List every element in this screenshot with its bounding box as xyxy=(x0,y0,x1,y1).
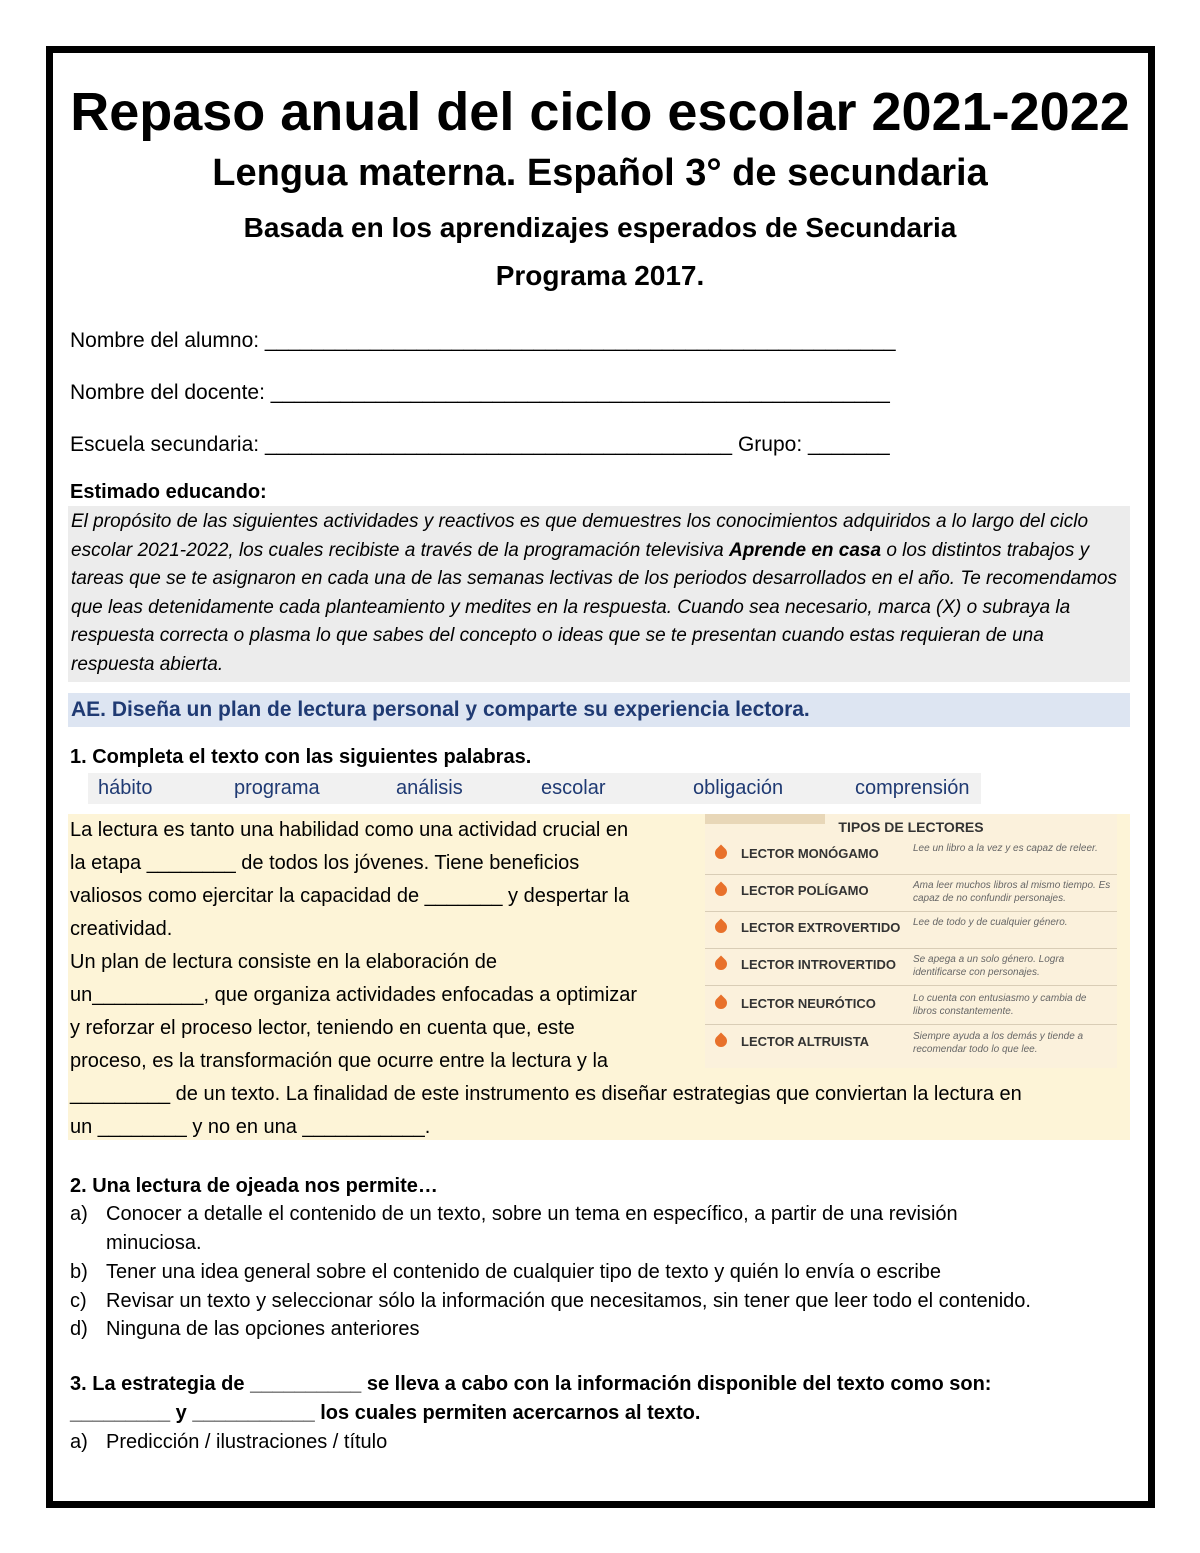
purpose-text-a: El propósito de las siguientes actividades y reactivos es que demuestres los conocimientos adquiridos a lo largo del ciclo escolar 2021-2022, los cuales recibiste a través de la programación televisiva xyxy=(71,511,1089,561)
question-3-option-a[interactable] xyxy=(70,1428,1130,1457)
drop-icon xyxy=(713,882,730,899)
fill-in-line: la etapa ________ de todos los jóvenes. Tiene beneficios xyxy=(70,852,580,874)
reader-type-row xyxy=(705,949,1117,986)
drop-icon xyxy=(713,845,730,862)
word-bank-item: hábito xyxy=(98,777,153,799)
infographic-title: TIPOS DE LECTORES xyxy=(838,819,984,835)
fill-in-line: proceso, es la transformación que ocurre entre la lectura y la xyxy=(70,1050,609,1072)
reader-type-name: LECTOR ALTRUISTA xyxy=(741,1034,870,1049)
question-3-prompt-cont: _________ y ___________ los cuales permiten acercarnos al texto. xyxy=(70,1402,701,1424)
option-label: a) xyxy=(70,1203,88,1225)
reader-type-row xyxy=(705,912,1117,949)
reader-type-row xyxy=(705,1026,1117,1062)
reader-type-desc: Siempre ayuda a los demás y tiende a recomendar todo lo que lee. xyxy=(913,1031,1084,1055)
option-label: a) xyxy=(70,1431,88,1453)
question-2-option-d[interactable] xyxy=(70,1315,1130,1344)
greeting: Estimado educando: xyxy=(70,481,267,503)
word-bank xyxy=(88,773,981,804)
reader-type-desc: Ama leer muchos libros al mismo tiempo. Es capaz de no confundir personajes. xyxy=(913,880,1111,904)
page-subtitle: Lengua materna. Español 3° de secundaria xyxy=(212,152,988,194)
reader-types-infographic xyxy=(705,814,1117,1068)
student-name-field[interactable]: Nombre del alumno: ______________________________________________________ xyxy=(70,329,896,352)
option-text-cont: minuciosa. xyxy=(106,1232,202,1254)
reader-type-desc: Lee de todo y de cualquier género. xyxy=(913,917,1068,928)
fill-in-line: valiosos como ejercitar la capacidad de _______ y despertar la xyxy=(70,885,630,907)
purpose-paragraph xyxy=(68,506,1130,682)
reader-type-row xyxy=(705,838,1117,875)
option-label: d) xyxy=(70,1318,88,1340)
question-2-prompt: 2. Una lectura de ojeada nos permite… xyxy=(70,1175,438,1197)
question-1-prompt: 1. Completa el texto con las siguientes palabras. xyxy=(70,746,532,768)
option-label: c) xyxy=(70,1290,87,1312)
word-bank-item: análisis xyxy=(396,777,463,799)
fill-in-line: un__________, que organiza actividades enfocadas a optimizar xyxy=(70,984,638,1006)
word-bank-item: programa xyxy=(234,777,320,799)
reader-type-row xyxy=(705,988,1117,1025)
reader-type-name: LECTOR NEURÓTICO xyxy=(741,996,876,1011)
reader-type-name: LECTOR EXTROVERTIDO xyxy=(741,920,901,935)
page-title: Repaso anual del ciclo escolar 2021-2022 xyxy=(70,82,1130,142)
drop-icon xyxy=(713,919,730,936)
option-text: Predicción / ilustraciones / título xyxy=(106,1431,388,1453)
reader-type-desc: Lo cuenta con entusiasmo y cambia de libros constantemente. xyxy=(913,993,1087,1017)
school-group-field[interactable]: Escuela secundaria: ________________________________________ Grupo: _______ xyxy=(70,433,890,456)
word-bank-item: escolar xyxy=(541,777,606,799)
word-bank-item: obligación xyxy=(693,777,784,799)
fill-in-line: La lectura es tanto una habilidad como una actividad crucial en xyxy=(70,819,629,841)
teacher-name-field[interactable]: Nombre del docente: _____________________________________________________ xyxy=(70,381,890,404)
fill-in-line: creatividad. xyxy=(70,918,173,940)
option-label: b) xyxy=(70,1261,88,1283)
option-text: Conocer a detalle el contenido de un texto, sobre un tema en específico, a partir de una revisión xyxy=(106,1203,958,1225)
drop-icon xyxy=(713,956,730,973)
fill-in-line: y reforzar el proceso lector, teniendo en cuenta que, este xyxy=(70,1017,575,1039)
reader-type-name: LECTOR POLÍGAMO xyxy=(741,883,869,898)
reader-type-name: LECTOR MONÓGAMO xyxy=(741,846,879,861)
question-2-option-c[interactable] xyxy=(70,1287,1130,1316)
fill-in-line: _________ de un texto. La finalidad de este instrumento es diseñar estrategias que conviertan la lectura en xyxy=(70,1083,1022,1105)
reader-type-row xyxy=(705,875,1117,912)
purpose-text-b: o los distintos trabajos y tareas que se te asignaron en cada una de las semanas lectivas de los periodos desarrollados en el año. Te recomendamos que leas detenidamente cada planteamiento y medites en la respuesta. Cuando sea necesario, marca (X) o subraya la respuesta correcta o plasma lo que sabes del concepto o ideas que se te presentan cuando estas requieran de una respuesta abierta. xyxy=(71,539,1118,675)
reader-type-name: LECTOR INTROVERTIDO xyxy=(741,957,897,972)
question-2-option-a[interactable] xyxy=(70,1200,1130,1258)
word-bank-item: comprensión xyxy=(855,777,970,799)
learning-expectation-heading: AE. Diseña un plan de lectura personal y comparte su experiencia lectora. xyxy=(68,693,1130,727)
purpose-bold: Aprende en casa xyxy=(728,539,882,561)
page-subtitle-3: Programa 2017. xyxy=(495,260,705,291)
question-3-prompt: 3. La estrategia de __________ se lleva a cabo con la información disponible del texto como son: xyxy=(70,1373,992,1395)
fill-in-line: Un plan de lectura consiste en la elaboración de xyxy=(70,951,497,973)
page-subtitle-2: Basada en los aprendizajes esperados de Secundaria xyxy=(243,212,957,243)
drop-icon xyxy=(713,1033,730,1050)
reader-type-desc: Lee un libro a la vez y es capaz de releer. xyxy=(913,843,1098,854)
option-text: Tener una idea general sobre el contenido de cualquier tipo de texto y quién lo envía o escribe xyxy=(106,1261,942,1283)
reader-type-desc: Se apega a un solo género. Logra identificarse con personajes. xyxy=(913,954,1065,978)
question-2-option-b[interactable] xyxy=(70,1258,1130,1287)
fill-in-line: un ________ y no en una ___________. xyxy=(70,1116,431,1138)
drop-icon xyxy=(713,995,730,1012)
option-text: Ninguna de las opciones anteriores xyxy=(106,1318,420,1340)
option-text: Revisar un texto y seleccionar sólo la información que necesitamos, sin tener que leer todo el contenido. xyxy=(106,1290,1031,1312)
